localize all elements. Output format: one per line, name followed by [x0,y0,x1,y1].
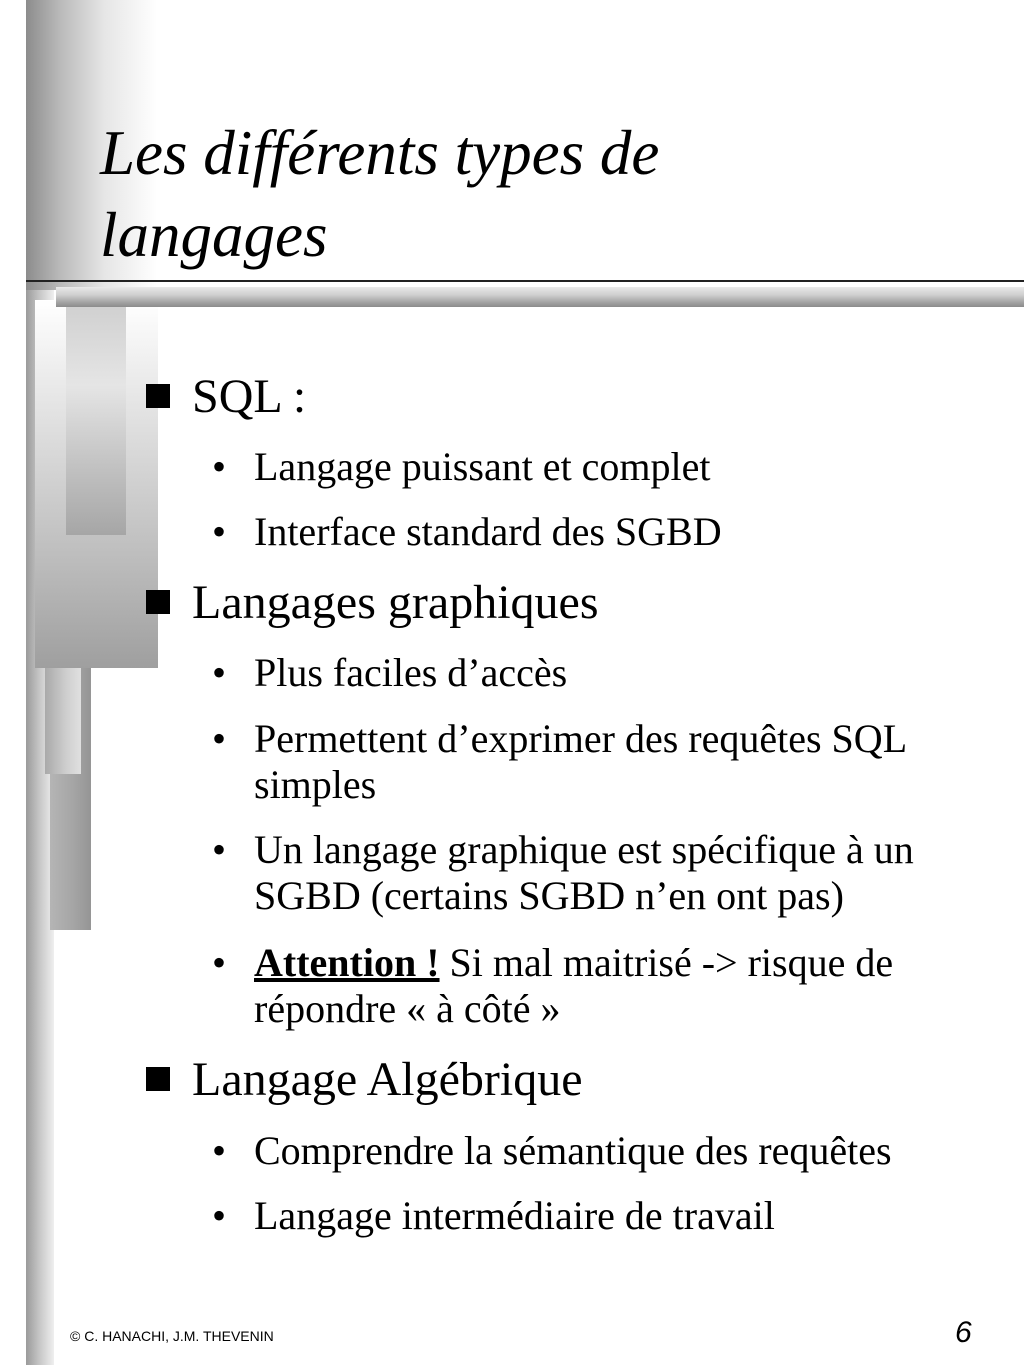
list-item-text: Permettent d’exprimer des requêtes SQL simples [254,716,906,807]
bullet-icon: • [212,444,227,489]
square-bullet-icon [146,590,170,614]
title-divider [26,280,1024,282]
list-item [212,827,994,919]
list-item [212,1128,994,1174]
copyright-footer: © C. HANACHI, J.M. THEVENIN [70,1328,274,1344]
section-heading [146,1053,583,1107]
square-bullet-icon [146,1067,170,1091]
list-item [212,444,994,490]
list-item [212,940,994,1032]
attention-text: Si mal maitrisé -> risque de répondre « à côté » [254,940,894,1031]
section-heading [146,370,306,424]
list-item-text: Un langage graphique est spécifique à un SGBD (certains SGBD n’en ont pas) [254,827,914,918]
bullet-icon: • [212,1193,227,1238]
bullet-icon: • [212,1128,227,1173]
list-item [212,716,914,808]
title-divider-band [56,287,1024,307]
section-label: Langages graphiques [192,576,599,629]
slide-title: Les différents types de langages [100,118,660,270]
section-heading [146,576,599,630]
list-item-text [254,940,994,1032]
bullet-icon: • [212,650,227,695]
bullet-icon: • [212,716,227,761]
list-item-text: Langage puissant et complet [254,444,711,489]
list-item-text: Langage intermédiaire de travail [254,1193,775,1238]
page-number: 6 [955,1316,972,1349]
list-item [212,650,994,696]
list-item [212,1193,994,1239]
attention-label: Attention ! [254,940,440,985]
square-bullet-icon [146,384,170,408]
list-item [212,509,994,555]
bullet-icon: • [212,940,227,985]
bullet-icon: • [212,827,227,872]
decorative-bar [66,305,126,535]
list-item-text: Interface standard des SGBD [254,509,722,554]
bullet-icon: • [212,509,227,554]
list-item-text: Comprendre la sémantique des requêtes [254,1128,892,1173]
section-label: Langage Algébrique [192,1053,583,1106]
list-item-text: Plus faciles d’accès [254,650,568,695]
decorative-bar [45,668,81,774]
section-label: SQL : [192,370,307,423]
